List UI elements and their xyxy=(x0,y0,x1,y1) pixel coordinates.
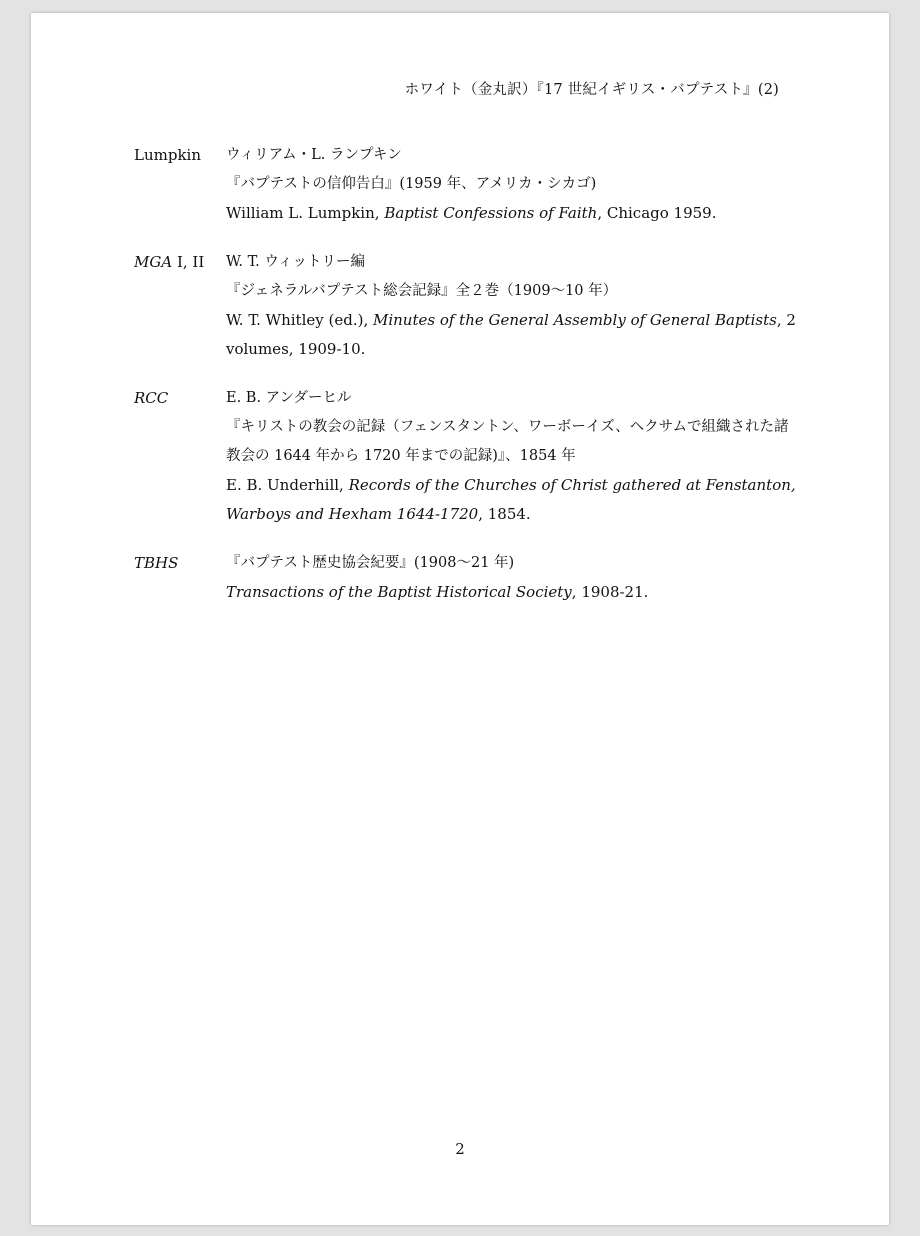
entry-reference xyxy=(226,199,814,228)
page-number: 2 xyxy=(455,1140,465,1158)
entry-rcc xyxy=(134,384,814,529)
entry-reference xyxy=(226,306,814,335)
ref-title: Transactions of the Baptist Historical Society xyxy=(226,583,572,601)
entry-reference xyxy=(226,578,814,607)
ref-details: , Chicago 1959. xyxy=(597,204,717,222)
abbr-italic: MGA xyxy=(134,253,173,271)
entry-abbreviation xyxy=(134,248,224,277)
entry-title-ja: 『キリストの教会の記録（フェンスタントン、ワーボーイズ、ヘクサムで組織された諸 xyxy=(226,419,789,435)
abbr-volumes: I, II xyxy=(172,253,205,271)
ref-title-cont: Warboys and Hexham 1644-1720 xyxy=(226,505,479,523)
entry-lumpkin xyxy=(134,141,814,228)
entry-title-ja: 『バプテストの信仰告白』(1959 年、アメリカ・シカゴ) xyxy=(226,176,597,192)
entry-title-ja-cont: 教会の 1644 年から 1720 年までの記録)』、1854 年 xyxy=(226,448,576,464)
entry-tbhs xyxy=(134,549,814,607)
ref-author: E. B. Underhill, xyxy=(226,476,349,494)
ref-title: Baptist Confessions of Faith xyxy=(384,204,598,222)
entry-reference-cont xyxy=(226,500,814,529)
ref-details: , 1908-21. xyxy=(571,583,649,601)
document-page xyxy=(31,13,889,1225)
entry-mga xyxy=(134,248,814,364)
ref-details: , 2 xyxy=(776,311,796,329)
ref-title: Minutes of the General Assembly of General Baptists xyxy=(372,311,777,329)
ref-author: W. T. Whitley (ed.), xyxy=(226,311,373,329)
entry-abbreviation: RCC xyxy=(134,389,169,407)
entry-abbreviation: Lumpkin xyxy=(134,146,201,164)
entry-abbreviation: TBHS xyxy=(134,554,179,572)
entry-reference xyxy=(226,471,814,500)
entry-author-ja: W. T. ウィットリー編 xyxy=(226,254,365,270)
ref-title: Records of the Churches of Christ gathered at Fenstanton, xyxy=(348,476,796,494)
entry-reference-cont: volumes, 1909-10. xyxy=(226,340,366,358)
abbreviation-list xyxy=(134,141,814,627)
entry-title-ja: 『ジェネラルバプテスト総会記録』全２巻（1909〜10 年） xyxy=(226,283,618,299)
entry-title-ja: 『バプテスト歴史協会紀要』(1908〜21 年) xyxy=(226,555,515,571)
entry-author-ja: E. B. アンダーヒル xyxy=(226,390,352,406)
entry-author-ja: ウィリアム・L. ランプキン xyxy=(226,147,402,163)
ref-details: , 1854. xyxy=(478,505,531,523)
ref-author: William L. Lumpkin, xyxy=(226,204,385,222)
running-header: ホワイト（金丸訳）『17 世紀イギリス・バプテスト』(2) xyxy=(404,82,779,98)
